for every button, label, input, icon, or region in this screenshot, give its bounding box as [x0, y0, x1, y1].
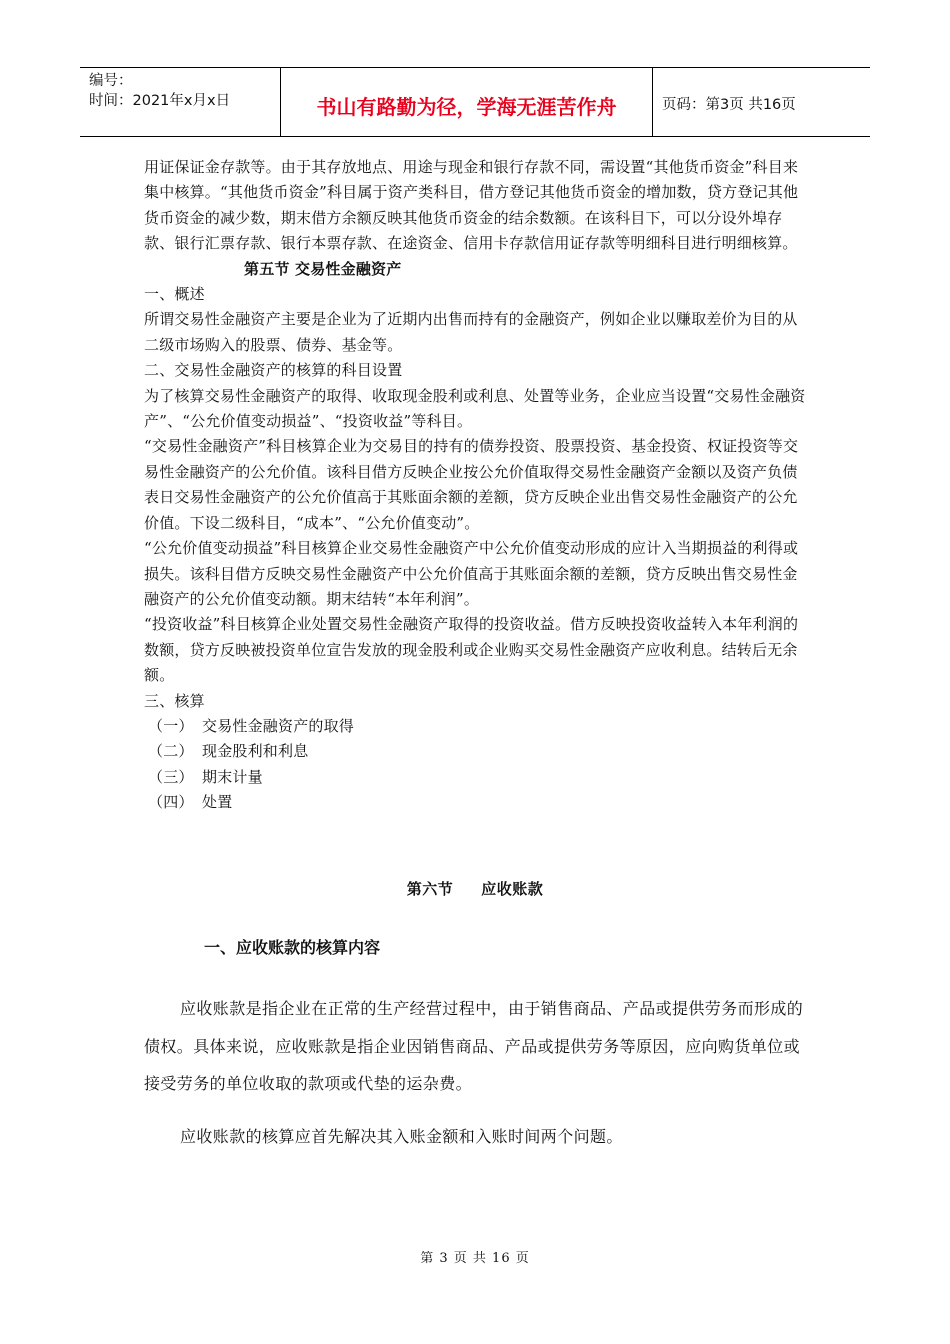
heading-accounting: 三、核算 — [144, 691, 205, 710]
paragraph-investment-income: “投资收益”科目核算企业处置交易性金融资产取得的投资收益。借方反映投资收益转入本年利润的数额，贷方反映被投资单位宣告发放的现金股利或企业购买交易性金融资产应收利息。结转后无余额。 — [144, 615, 799, 685]
header-table — [80, 67, 870, 137]
section6-title — [0, 878, 950, 899]
section5-title: 第五节 交易性金融资产 — [244, 259, 402, 278]
section6-subheading: 一、应收账款的核算内容 — [204, 938, 381, 957]
header-motto: 书山有路勤为径，学海无涯苦作舟 — [281, 68, 653, 136]
list-item-number: （四） — [148, 793, 194, 812]
date-label: 时间：2021年x月x日 — [89, 93, 231, 109]
heading-account-setup: 二、交易性金融资产的核算的科目设置 — [144, 361, 403, 380]
paragraph-fair-value-account: “公允价值变动损益”科目核算企业交易性金融资产中公允价值变动形成的应计入当期损益的利得或损失。该科目借方反映交易性金融资产中公允价值高于其账面余额的差额，贷方反映出售交易性金融资产的公允价值变动额。期末结转“本年利润”。 — [144, 539, 799, 608]
list-item-number: （二） — [148, 742, 194, 761]
list-item — [144, 714, 812, 739]
main-text-block — [144, 155, 812, 816]
paragraph-tfa-account: “交易性金融资产”科目核算企业为交易目的持有的债券投资、股票投资、基金投资、权证投资等交易性金融资产的公允价值。该科目借方反映企业按公允价值取得交易性金融资产金额以及资产负债表日交易性金融资产的公允价值高于其账面余额的差额，贷方反映企业出售交易性金融资产的公允价值。下设二级科目，“成本”、“公允价值变动”。 — [144, 437, 799, 532]
header-meta — [80, 68, 281, 136]
paragraph-other-monetary-funds: 用证保证金存款等。由于其存放地点、用途与现金和银行存款不同，需设置“其他货币资金”科目来集中核算。“其他货币资金”科目属于资产类科目，借方登记其他货币资金的增加数，贷方登记其他货币资金的减少数，期末借方余额反映其他货币资金的结余数额。在该科目下，可以分设外埠存款、银行汇票存款、银行本票存款、在途资金、信用卡存款信用证存款等明细科目进行明细核算。 — [144, 158, 799, 253]
section6-number: 第六节 — [406, 880, 454, 898]
page-footer: 第 3 页 共 16 页 — [420, 1251, 530, 1266]
paragraph-account-setup: 为了核算交易性金融资产的取得、收取现金股利或利息、处置等业务，企业应当设置“交易性金融资产”、“公允价值变动损益”、“投资收益”等科目。 — [144, 386, 806, 431]
list-item — [144, 790, 812, 815]
header-page-info: 页码：第3页 共16页 — [662, 96, 796, 113]
list-item-text: 现金股利和利息 — [202, 742, 309, 761]
list-item-text: 处置 — [202, 793, 233, 812]
section6-body — [144, 990, 812, 1103]
paragraph-overview: 所谓交易性金融资产主要是企业为了近期内出售而持有的金融资产，例如企业以赚取差价为目的从二级市场购入的股票、债券、基金等。 — [144, 310, 798, 354]
list-item-text: 期末计量 — [202, 767, 263, 786]
list-item-number: （一） — [148, 716, 194, 735]
paragraph-receivables-definition: 应收账款是指企业在正常的生产经营过程中，由于销售商品、产品或提供劳务而形成的债权。具体来说，应收账款是指企业因销售商品、产品或提供劳务等原因，应向购货单位或接受劳务的单位收取的款项或代垫的运杂费。 — [144, 999, 804, 1093]
heading-overview: 一、概述 — [144, 285, 205, 304]
list-item-text: 交易性金融资产的取得 — [202, 716, 355, 735]
list-item — [144, 765, 812, 790]
number-label: 编号： — [89, 73, 133, 89]
paragraph-receivables-issues: 应收账款的核算应首先解决其入账金额和入账时间两个问题。 — [180, 1127, 623, 1146]
section6-name: 应收账款 — [481, 880, 544, 898]
list-item — [144, 739, 812, 764]
list-item-number: （三） — [148, 767, 194, 786]
